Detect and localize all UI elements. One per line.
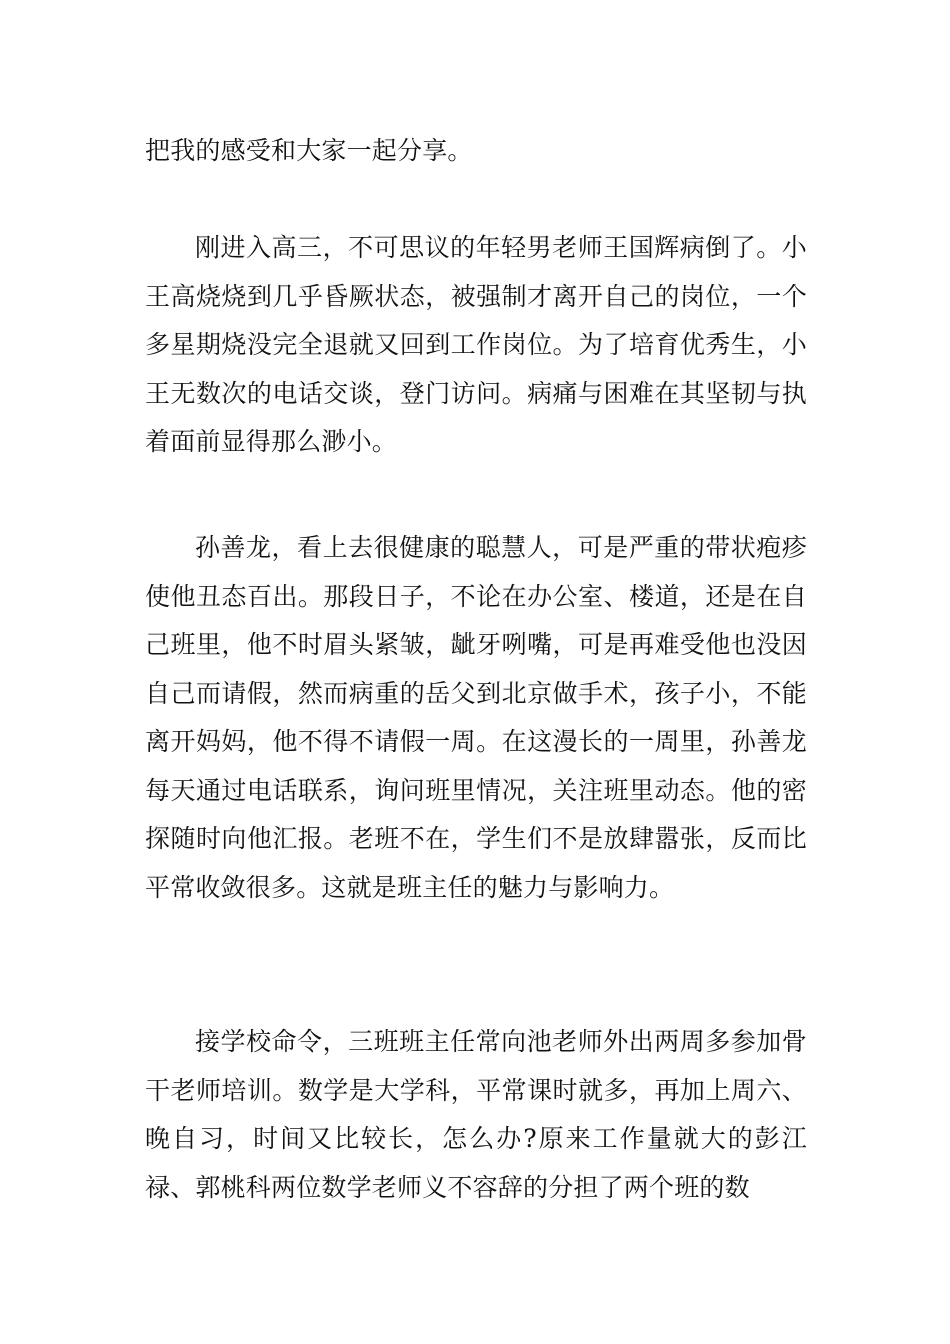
paragraph-wang-guohui: 刚进入高三，不可思议的年轻男老师王国辉病倒了。小王高烧烧到几乎昏厥状态，被强制才离开自己的岗位，一个多星期烧没完全退就又回到工作岗位。为了培育优秀生，小王无数次的电话交谈，登门访问。病痛与困难在其坚韧与执着面前显得那么渺小。 <box>145 233 807 456</box>
paragraph-math-teachers: 接学校命令，三班班主任常向池老师外出两周多参加骨干老师培训。数学是大学科，平常课时就多，再加上周六、晚自习，时间又比较长，怎么办?原来工作量就大的彭江禄、郭桃科两位数学老师义不容辞的分担了两个班的数 <box>145 1027 807 1202</box>
paragraph-continuation: 把我的感受和大家一起分享。 <box>145 136 473 165</box>
paragraph-sun-shanlong: 孙善龙，看上去很健康的聪慧人，可是严重的带状疱疹使他丑态百出。那段日子，不论在办公室、楼道，还是在自己班里，他不时眉头紧皱，龇牙咧嘴，可是再难受他也没因自己而请假，然而病重的岳父到北京做手术，孩子小，不能离开妈妈，他不得不请假一周。在这漫长的一周里，孙善龙每天通过电话联系，询问班里情况，关注班里动态。他的密探随时向他汇报。老班不在，学生们不是放肆嚣张，反而比平常收敛很多。这就是班主任的魅力与影响力。 <box>145 533 807 902</box>
